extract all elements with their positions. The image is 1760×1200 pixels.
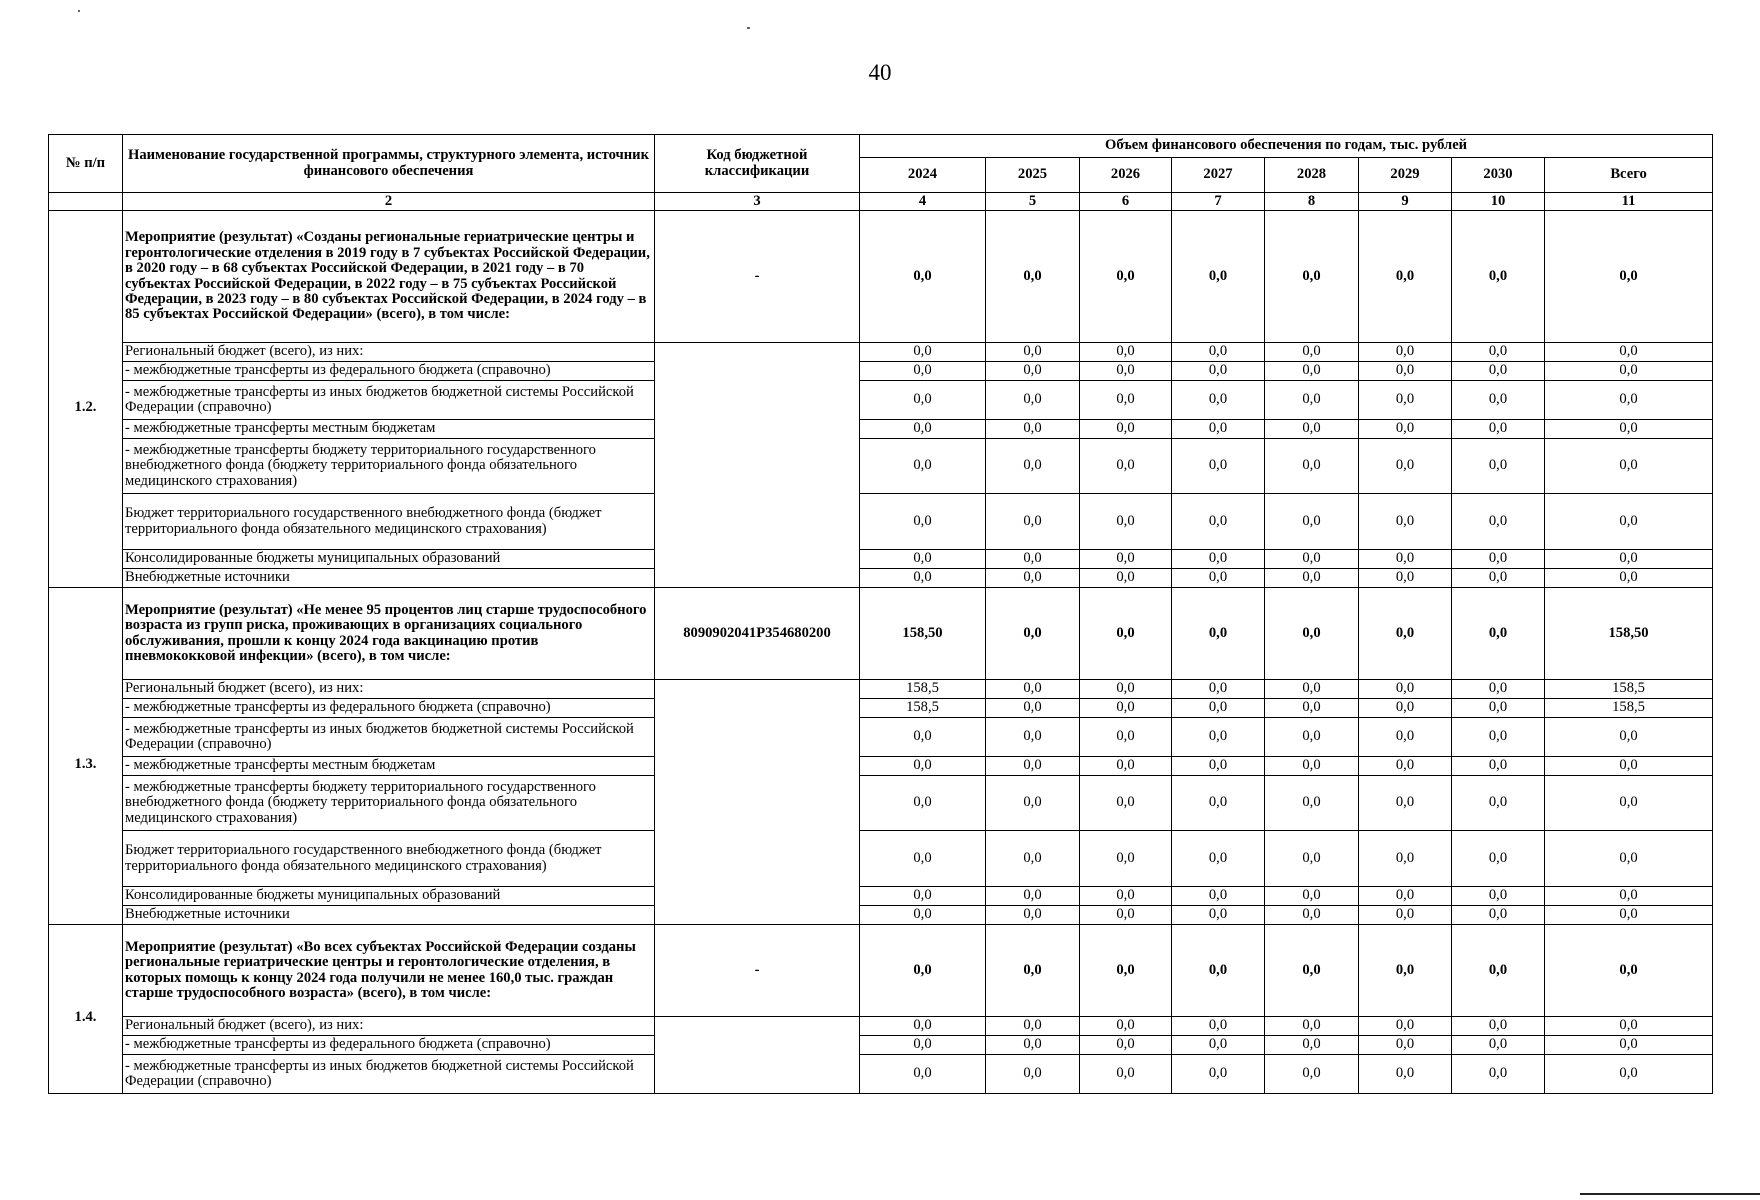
total-value: 0,0	[1545, 718, 1713, 757]
year-value: 0,0	[1452, 831, 1545, 887]
scan-line	[1580, 1193, 1760, 1195]
year-value: 0,0	[1359, 699, 1452, 718]
year-value: 0,0	[1080, 569, 1172, 588]
col-index: 4	[860, 193, 986, 211]
year-value: 0,0	[1080, 887, 1172, 906]
section-number: 1.2.	[49, 211, 123, 588]
total-value: 0,0	[1545, 381, 1713, 420]
year-value: 0,0	[1452, 887, 1545, 906]
year-value: 0,0	[986, 569, 1080, 588]
year-value: 0,0	[860, 362, 986, 381]
year-value: 0,0	[1080, 420, 1172, 439]
year-value: 0,0	[1452, 211, 1545, 343]
year-value: 0,0	[1452, 1036, 1545, 1055]
source-label: - межбюджетные трансферты из иных бюджетов бюджетной системы Российской Федерации (справочно)	[123, 1055, 655, 1094]
year-value: 0,0	[1080, 831, 1172, 887]
year-value: 0,0	[1359, 439, 1452, 494]
year-value: 0,0	[1172, 550, 1265, 569]
scan-speck	[747, 27, 750, 29]
year-value: 0,0	[860, 757, 986, 776]
table-row	[49, 550, 1713, 569]
year-value: 0,0	[1080, 1036, 1172, 1055]
source-label: - межбюджетные трансферты местным бюджетам	[123, 757, 655, 776]
year-value: 0,0	[1080, 439, 1172, 494]
header-code: Код бюджетной классификации	[655, 135, 860, 193]
table-row	[49, 1036, 1713, 1055]
year-value: 0,0	[1172, 925, 1265, 1017]
col-index-empty	[49, 193, 123, 211]
source-label: Консолидированные бюджеты муниципальных образований	[123, 550, 655, 569]
col-index: 2	[123, 193, 655, 211]
source-label: - межбюджетные трансферты из иных бюджетов бюджетной системы Российской Федерации (справочно)	[123, 381, 655, 420]
year-value: 0,0	[1452, 757, 1545, 776]
table-row	[49, 569, 1713, 588]
year-value: 0,0	[1452, 776, 1545, 831]
year-value: 0,0	[1359, 569, 1452, 588]
financing-table	[48, 134, 1713, 1094]
year-value: 0,0	[1452, 699, 1545, 718]
budget-code: -	[655, 925, 860, 1017]
year-value: 0,0	[1265, 1055, 1359, 1094]
year-value: 0,0	[1359, 550, 1452, 569]
total-value: 0,0	[1545, 1036, 1713, 1055]
table-row	[49, 757, 1713, 776]
budget-code-empty	[655, 1017, 860, 1094]
table-row	[49, 831, 1713, 887]
year-value: 0,0	[1452, 925, 1545, 1017]
year-value: 0,0	[1359, 1036, 1452, 1055]
total-value: 0,0	[1545, 420, 1713, 439]
year-value: 0,0	[1265, 1036, 1359, 1055]
table-header	[49, 135, 1713, 211]
year-value: 0,0	[860, 381, 986, 420]
year-value: 0,0	[1172, 1017, 1265, 1036]
table-row	[49, 718, 1713, 757]
year-value: 0,0	[986, 680, 1080, 699]
total-value: 0,0	[1545, 831, 1713, 887]
year-value: 0,0	[986, 494, 1080, 550]
total-value: 0,0	[1545, 550, 1713, 569]
section-row	[49, 588, 1713, 680]
table-row	[49, 699, 1713, 718]
year-value: 0,0	[860, 343, 986, 362]
year-value: 0,0	[1265, 569, 1359, 588]
year-value: 0,0	[1172, 211, 1265, 343]
source-label: - межбюджетные трансферты из иных бюджетов бюджетной системы Российской Федерации (справочно)	[123, 718, 655, 757]
page-number: 40	[868, 60, 892, 85]
source-label: Бюджет территориального государственного внебюджетного фонда (бюджет территориального фонда обязательного медицинского страхования)	[123, 494, 655, 550]
table-row	[49, 1017, 1713, 1036]
header-total: Всего	[1545, 158, 1713, 193]
year-value: 0,0	[1265, 887, 1359, 906]
scan-speck	[78, 10, 80, 12]
total-value: 0,0	[1545, 1055, 1713, 1094]
year-value: 0,0	[1080, 699, 1172, 718]
year-value: 0,0	[1172, 420, 1265, 439]
total-value: 158,5	[1545, 699, 1713, 718]
year-value: 0,0	[1172, 680, 1265, 699]
year-value: 0,0	[1080, 757, 1172, 776]
year-value: 0,0	[1265, 906, 1359, 925]
section-number: 1.3.	[49, 588, 123, 925]
year-value: 0,0	[986, 420, 1080, 439]
source-label: Бюджет территориального государственного внебюджетного фонда (бюджет территориального фонда обязательного медицинского страхования)	[123, 831, 655, 887]
total-value: 0,0	[1545, 211, 1713, 343]
budget-code-empty	[655, 343, 860, 588]
year-value: 0,0	[986, 1017, 1080, 1036]
year-value: 0,0	[1265, 1017, 1359, 1036]
year-value: 0,0	[1359, 757, 1452, 776]
header-year: 2029	[1359, 158, 1452, 193]
year-value: 0,0	[1080, 343, 1172, 362]
source-label: Региональный бюджет (всего), из них:	[123, 343, 655, 362]
year-value: 0,0	[1359, 718, 1452, 757]
year-value: 0,0	[1080, 362, 1172, 381]
year-value: 0,0	[1265, 343, 1359, 362]
year-value: 0,0	[1265, 588, 1359, 680]
budget-code-empty	[655, 680, 860, 925]
year-value: 0,0	[1265, 362, 1359, 381]
year-value: 0,0	[1080, 680, 1172, 699]
year-value: 0,0	[1359, 1055, 1452, 1094]
year-value: 0,0	[860, 718, 986, 757]
header-name: Наименование государственной программы, структурного элемента, источник финансового обеспечения	[123, 135, 655, 193]
year-value: 0,0	[986, 1055, 1080, 1094]
header-year: 2025	[986, 158, 1080, 193]
total-value: 0,0	[1545, 1017, 1713, 1036]
source-label: Внебюджетные источники	[123, 906, 655, 925]
year-value: 0,0	[1452, 550, 1545, 569]
source-label: Региональный бюджет (всего), из них:	[123, 680, 655, 699]
col-index: 6	[1080, 193, 1172, 211]
year-value: 158,50	[860, 588, 986, 680]
col-index: 3	[655, 193, 860, 211]
total-value: 158,50	[1545, 588, 1713, 680]
year-value: 0,0	[860, 439, 986, 494]
source-label: - межбюджетные трансферты из федерального бюджета (справочно)	[123, 362, 655, 381]
year-value: 0,0	[1452, 718, 1545, 757]
year-value: 0,0	[986, 362, 1080, 381]
year-value: 0,0	[1359, 1017, 1452, 1036]
year-value: 0,0	[1359, 420, 1452, 439]
year-value: 0,0	[1359, 343, 1452, 362]
year-value: 0,0	[860, 887, 986, 906]
year-value: 0,0	[1452, 439, 1545, 494]
year-value: 0,0	[1172, 343, 1265, 362]
year-value: 0,0	[986, 699, 1080, 718]
year-value: 0,0	[1265, 757, 1359, 776]
year-value: 0,0	[1265, 494, 1359, 550]
year-value: 0,0	[1265, 211, 1359, 343]
section-row	[49, 211, 1713, 343]
year-value: 0,0	[1452, 680, 1545, 699]
total-value: 0,0	[1545, 343, 1713, 362]
source-label: Внебюджетные источники	[123, 569, 655, 588]
col-index: 8	[1265, 193, 1359, 211]
year-value: 0,0	[1080, 925, 1172, 1017]
section-row	[49, 925, 1713, 1017]
year-value: 0,0	[1359, 211, 1452, 343]
table-row	[49, 887, 1713, 906]
header-year: 2024	[860, 158, 986, 193]
year-value: 0,0	[1265, 699, 1359, 718]
year-value: 0,0	[1080, 381, 1172, 420]
year-value: 0,0	[1452, 362, 1545, 381]
year-value: 0,0	[1172, 381, 1265, 420]
table-row	[49, 381, 1713, 420]
year-value: 0,0	[860, 420, 986, 439]
source-label: - межбюджетные трансферты из федерального бюджета (справочно)	[123, 1036, 655, 1055]
header-year: 2030	[1452, 158, 1545, 193]
year-value: 0,0	[1265, 381, 1359, 420]
year-value: 0,0	[1172, 757, 1265, 776]
year-value: 0,0	[1452, 343, 1545, 362]
year-value: 0,0	[1080, 211, 1172, 343]
table-row	[49, 906, 1713, 925]
year-value: 0,0	[1080, 494, 1172, 550]
year-value: 0,0	[986, 906, 1080, 925]
year-value: 0,0	[986, 381, 1080, 420]
year-value: 0,0	[986, 211, 1080, 343]
year-value: 0,0	[1080, 588, 1172, 680]
year-value: 0,0	[986, 343, 1080, 362]
year-value: 0,0	[1359, 381, 1452, 420]
year-value: 0,0	[1452, 381, 1545, 420]
year-value: 0,0	[986, 550, 1080, 569]
section-title: Мероприятие (результат) «Не менее 95 процентов лиц старше трудоспособного возраста из групп риска, проживающих в организациях социального обслуживания, прошли к концу 2024 года вакцинацию против пневмококковой инфекции» (всего), в том числе:	[123, 588, 655, 680]
year-value: 0,0	[1080, 1055, 1172, 1094]
year-value: 0,0	[1359, 588, 1452, 680]
year-value: 0,0	[1172, 887, 1265, 906]
year-value: 0,0	[860, 494, 986, 550]
year-value: 0,0	[1359, 494, 1452, 550]
year-value: 0,0	[986, 925, 1080, 1017]
year-value: 0,0	[1080, 776, 1172, 831]
total-value: 0,0	[1545, 439, 1713, 494]
table-row	[49, 776, 1713, 831]
source-label: Региональный бюджет (всего), из них:	[123, 1017, 655, 1036]
col-index: 10	[1452, 193, 1545, 211]
year-value: 0,0	[986, 439, 1080, 494]
col-index: 7	[1172, 193, 1265, 211]
year-value: 0,0	[986, 776, 1080, 831]
year-value: 0,0	[1172, 362, 1265, 381]
total-value: 0,0	[1545, 887, 1713, 906]
year-value: 0,0	[1265, 925, 1359, 1017]
year-value: 0,0	[1172, 718, 1265, 757]
year-value: 0,0	[1265, 831, 1359, 887]
year-value: 158,5	[860, 699, 986, 718]
budget-code: 8090902041P354680200	[655, 588, 860, 680]
year-value: 0,0	[860, 1017, 986, 1036]
total-value: 158,5	[1545, 680, 1713, 699]
year-value: 0,0	[1265, 420, 1359, 439]
year-value: 0,0	[860, 211, 986, 343]
year-value: 0,0	[1080, 906, 1172, 925]
year-value: 0,0	[1172, 494, 1265, 550]
year-value: 0,0	[1359, 362, 1452, 381]
year-value: 0,0	[1172, 906, 1265, 925]
year-value: 0,0	[860, 550, 986, 569]
header-num: № п/п	[49, 135, 123, 193]
table-row	[49, 343, 1713, 362]
year-value: 0,0	[860, 906, 986, 925]
year-value: 0,0	[1265, 439, 1359, 494]
total-value: 0,0	[1545, 362, 1713, 381]
total-value: 0,0	[1545, 569, 1713, 588]
year-value: 0,0	[860, 831, 986, 887]
year-value: 0,0	[1172, 439, 1265, 494]
table-row	[49, 439, 1713, 494]
year-value: 0,0	[1080, 718, 1172, 757]
source-label: - межбюджетные трансферты бюджету территориального государственного внебюджетного фонда (бюджету территориального фонда обязательного медицинского страхования)	[123, 439, 655, 494]
year-value: 0,0	[860, 1055, 986, 1094]
year-value: 0,0	[1452, 588, 1545, 680]
header-year: 2027	[1172, 158, 1265, 193]
year-value: 0,0	[1359, 831, 1452, 887]
year-value: 0,0	[1452, 1055, 1545, 1094]
section-title: Мероприятие (результат) «Во всех субъектах Российской Федерации созданы региональные гериатрические центры и геронтологические отделения, в которых помощь к концу 2024 года получили не менее 160,0 тыс. граждан старше трудоспособного возраста» (всего), в том числе:	[123, 925, 655, 1017]
year-value: 0,0	[860, 569, 986, 588]
source-label: Консолидированные бюджеты муниципальных образований	[123, 887, 655, 906]
header-year: 2028	[1265, 158, 1359, 193]
source-label: - межбюджетные трансферты местным бюджетам	[123, 420, 655, 439]
year-value: 0,0	[1359, 776, 1452, 831]
table-body	[49, 211, 1713, 1094]
year-value: 0,0	[1080, 1017, 1172, 1036]
year-value: 0,0	[1452, 906, 1545, 925]
year-value: 0,0	[1359, 906, 1452, 925]
year-value: 158,5	[860, 680, 986, 699]
year-value: 0,0	[986, 1036, 1080, 1055]
year-value: 0,0	[1172, 1055, 1265, 1094]
col-index: 11	[1545, 193, 1713, 211]
year-value: 0,0	[1172, 831, 1265, 887]
year-value: 0,0	[1172, 1036, 1265, 1055]
budget-code: -	[655, 211, 860, 343]
year-value: 0,0	[1359, 680, 1452, 699]
year-value: 0,0	[1452, 569, 1545, 588]
year-value: 0,0	[1265, 776, 1359, 831]
section-title: Мероприятие (результат) «Созданы региональные гериатрические центры и геронтологические отделения в 2019 году в 7 субъектах Российской Федерации, в 2020 году – в 68 субъектах Российской Федерации, в 2021 году – в 70 субъектах Российской Федерации, в 2022 году – в 75 субъектах Российской Федерации, в 2023 году – в 80 субъектах Российской Федерации, в 2024 году – в 85 субъектах Российской Федерации» (всего), в том числе:	[123, 211, 655, 343]
table-row	[49, 362, 1713, 381]
year-value: 0,0	[1172, 588, 1265, 680]
year-value: 0,0	[1452, 420, 1545, 439]
source-label: - межбюджетные трансферты из федерального бюджета (справочно)	[123, 699, 655, 718]
total-value: 0,0	[1545, 757, 1713, 776]
total-value: 0,0	[1545, 906, 1713, 925]
year-value: 0,0	[1452, 1017, 1545, 1036]
year-value: 0,0	[1265, 718, 1359, 757]
table-row	[49, 494, 1713, 550]
col-index: 9	[1359, 193, 1452, 211]
year-value: 0,0	[860, 1036, 986, 1055]
total-value: 0,0	[1545, 494, 1713, 550]
table-row	[49, 680, 1713, 699]
year-value: 0,0	[1452, 494, 1545, 550]
year-value: 0,0	[986, 718, 1080, 757]
table-row	[49, 1055, 1713, 1094]
year-value: 0,0	[1172, 569, 1265, 588]
year-value: 0,0	[986, 887, 1080, 906]
year-value: 0,0	[1265, 550, 1359, 569]
header-volume: Объем финансового обеспечения по годам, тыс. рублей	[860, 135, 1713, 158]
year-value: 0,0	[1359, 925, 1452, 1017]
year-value: 0,0	[1172, 776, 1265, 831]
year-value: 0,0	[1359, 887, 1452, 906]
source-label: - межбюджетные трансферты бюджету территориального государственного внебюджетного фонда (бюджету территориального фонда обязательного медицинского страхования)	[123, 776, 655, 831]
total-value: 0,0	[1545, 776, 1713, 831]
year-value: 0,0	[986, 588, 1080, 680]
section-number: 1.4.	[49, 925, 123, 1094]
year-value: 0,0	[860, 776, 986, 831]
year-value: 0,0	[860, 925, 986, 1017]
header-year: 2026	[1080, 158, 1172, 193]
year-value: 0,0	[1080, 550, 1172, 569]
year-value: 0,0	[986, 757, 1080, 776]
col-index: 5	[986, 193, 1080, 211]
year-value: 0,0	[1265, 680, 1359, 699]
total-value: 0,0	[1545, 925, 1713, 1017]
year-value: 0,0	[986, 831, 1080, 887]
year-value: 0,0	[1172, 699, 1265, 718]
table-row	[49, 420, 1713, 439]
